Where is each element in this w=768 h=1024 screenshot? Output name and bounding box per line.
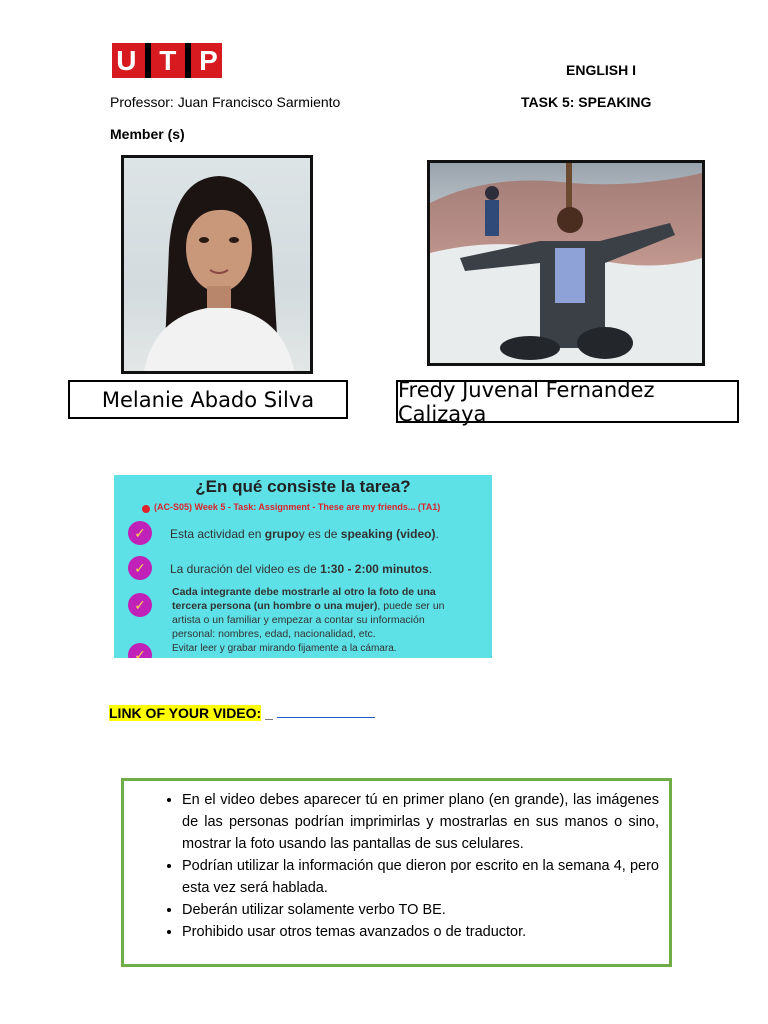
video-link-line [109, 703, 375, 721]
panel-item-line2 [172, 600, 445, 612]
panel-item-line3: artista o un familiar y empezar a contar su información [172, 614, 425, 626]
panel-item-line1: Cada integrante debe mostrarle al otro la foto de una [172, 586, 436, 598]
instructions-box [121, 778, 672, 967]
item-text: . [435, 527, 439, 541]
panel-item-duration [170, 562, 432, 576]
course-title: ENGLISH I [566, 62, 637, 78]
task-description-panel [114, 475, 492, 658]
item-text: Esta actividad en [170, 527, 265, 541]
task-title: TASK 5: SPEAKING [521, 94, 652, 110]
check-badge-icon: ✓ [128, 521, 152, 545]
members-label: Member (s) [110, 126, 185, 142]
logo-letter-u: U [116, 45, 137, 76]
item-text: La duración del video es de [170, 562, 321, 576]
instructions-list [140, 789, 659, 943]
panel-item-line4: personal: nombres, edad, nacionalidad, etc. [172, 628, 376, 640]
panel-subtitle: (AC-S05) Week 5 - Task: Assignment - These are my friends... (TA1) [154, 502, 441, 512]
professor-line: Professor: Juan Francisco Sarmiento [110, 94, 341, 110]
instruction-item: • Prohibido usar otros temas avanzados o de traductor. [182, 921, 659, 943]
instruction-item: • Deberán utilizar solamente verbo TO BE. [182, 899, 659, 921]
panel-item-avoid: Evitar leer y grabar mirando fijamente a la cámara. [172, 643, 397, 654]
member-name-box: Melanie Abado Silva [68, 380, 348, 419]
logo-letter-p: P [199, 45, 218, 76]
video-link-label: LINK OF YOUR VIDEO: [109, 705, 262, 721]
item-bold: tercera persona (un hombre o una mujer) [172, 600, 378, 612]
red-dot-icon [142, 505, 150, 513]
item-bold: 1:30 - 2:00 minutos [320, 562, 429, 576]
instruction-item: • Podrían utilizar la información que dieron por escrito en la semana 4, pero esta vez será hablada. [182, 855, 659, 899]
check-badge-icon: ✓ [128, 643, 152, 658]
member-photo-melanie [121, 155, 313, 374]
check-badge-icon: ✓ [128, 556, 152, 580]
utp-logo [112, 43, 222, 78]
logo-letter-t: T [159, 45, 177, 76]
video-link-underscore: _ [261, 705, 273, 721]
item-text: . [428, 562, 433, 576]
member-name-box: Fredy Juvenal Fernandez Calizaya [396, 380, 739, 423]
item-bold: speaking (video) [340, 527, 436, 541]
logo-separator [185, 43, 191, 78]
logo-separator [145, 43, 151, 78]
item-bold: grupo [264, 527, 299, 541]
check-badge-icon: ✓ [128, 593, 152, 617]
member-photo-fredy [427, 160, 705, 366]
instruction-item: • En el video debes aparecer tú en primer plano (en grande), las imágenes de las personas podrían imprimirlas y mostrarlas en sus manos o sino, mostrar la foto usando las pantallas de sus celulares. [182, 789, 659, 855]
panel-item-group [170, 527, 439, 541]
panel-title: ¿En qué consiste la tarea? [195, 477, 411, 496]
video-link-input[interactable] [277, 703, 375, 718]
item-text: , puede ser un [377, 600, 445, 612]
item-text: y es de [298, 527, 341, 541]
